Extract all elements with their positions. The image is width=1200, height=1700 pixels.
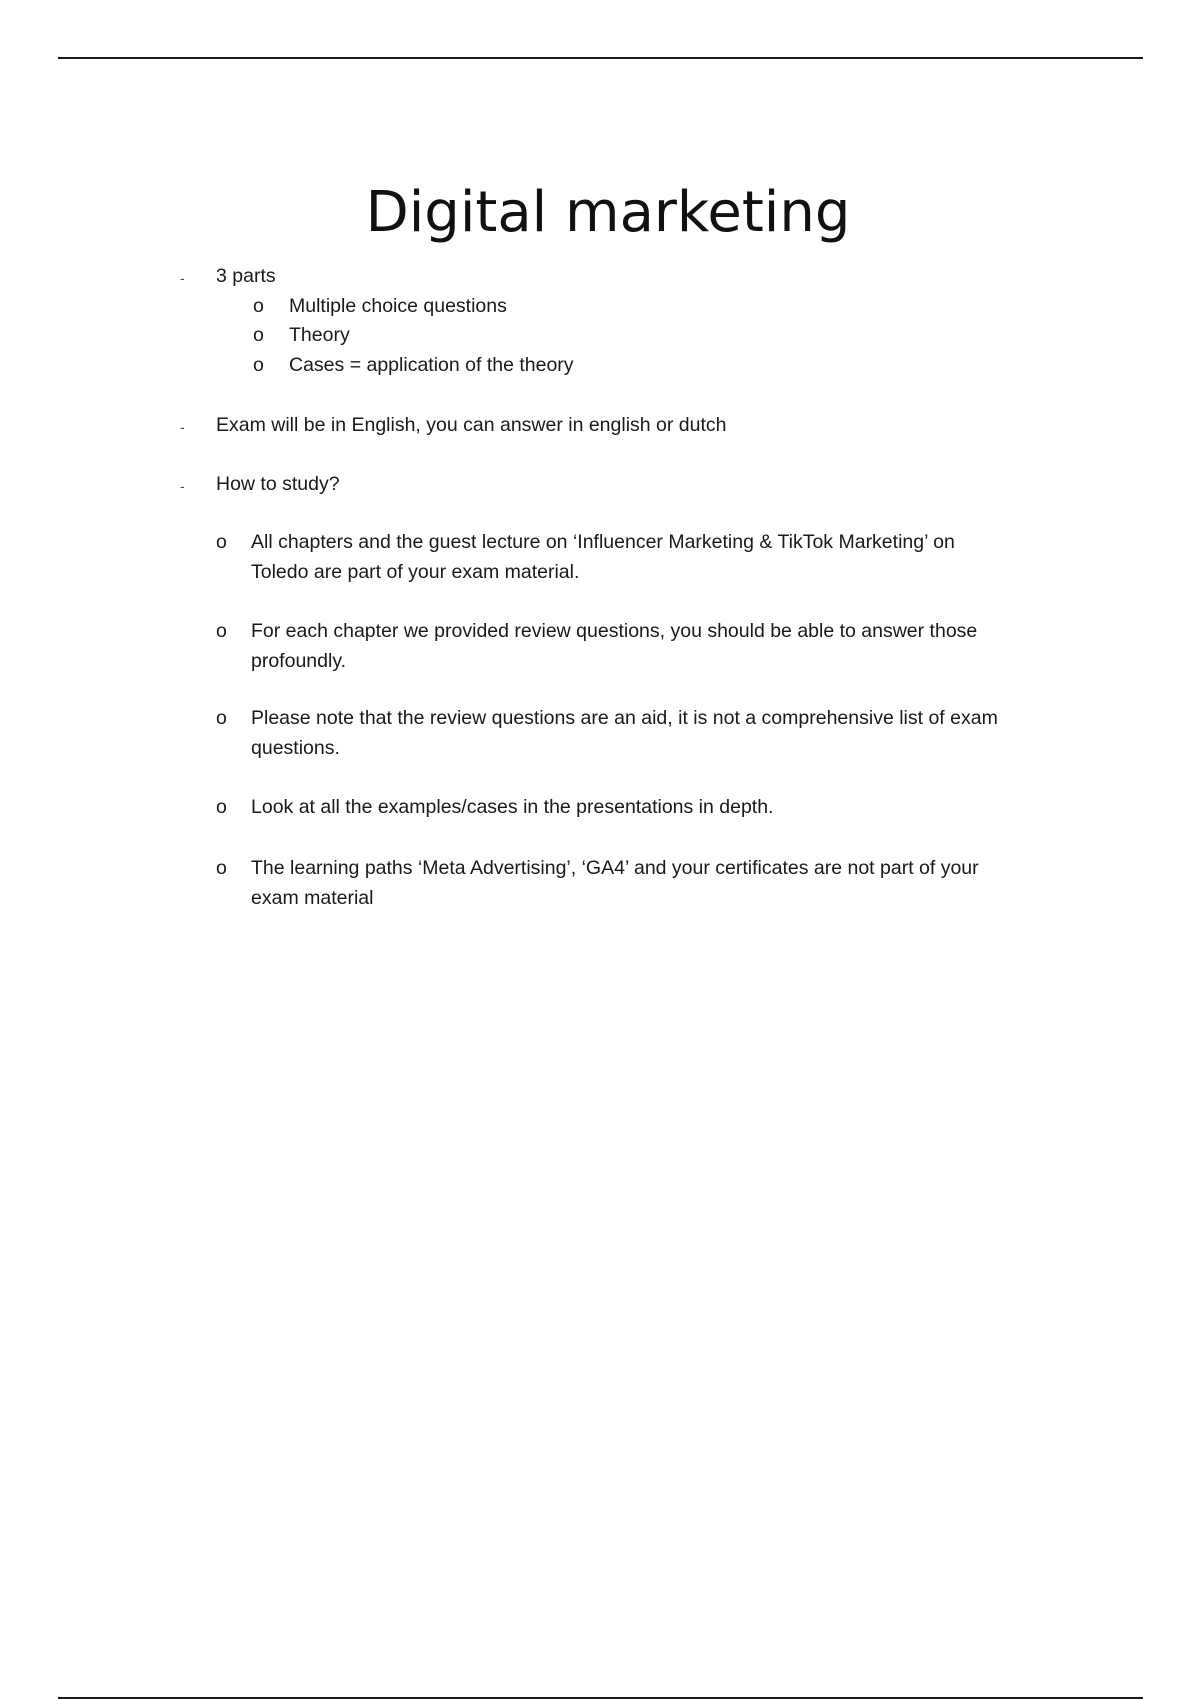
circle-bullet: o <box>216 796 227 818</box>
circle-bullet: o <box>216 707 227 729</box>
section-3-item: All chapters and the guest lecture on ‘Influencer Marketing & TikTok Marketing’ on Toledo are part of your exam material. <box>251 531 955 583</box>
section-3-item: Please note that the review questions are an aid, it is not a comprehensive list of exam questions. <box>251 707 998 759</box>
section-1-item: Theory <box>289 324 350 346</box>
section-3-text: How to study? <box>216 473 340 495</box>
section-3-item: Look at all the examples/cases in the presentations in depth. <box>251 796 774 818</box>
circle-bullet: o <box>216 531 227 553</box>
dash-bullet: - <box>180 419 185 435</box>
circle-bullet: o <box>216 857 227 879</box>
dash-bullet: - <box>180 270 185 286</box>
section-3-item: The learning paths ‘Meta Advertising’, ‘GA4’ and your certificates are not part of your exam material <box>251 857 979 909</box>
circle-bullet: o <box>253 354 264 376</box>
section-1-item: Cases = application of the theory <box>289 354 574 376</box>
circle-bullet: o <box>216 620 227 642</box>
document-title: Digital marketing <box>365 179 851 245</box>
dash-bullet: - <box>180 478 185 494</box>
section-1-item: Multiple choice questions <box>289 295 507 317</box>
section-1-text: 3 parts <box>216 265 276 287</box>
section-3-item: For each chapter we provided review questions, you should be able to answer those profoundly. <box>251 620 978 672</box>
footer-rule <box>58 1697 1143 1699</box>
circle-bullet: o <box>253 295 264 317</box>
circle-bullet: o <box>253 324 264 346</box>
section-2-text: Exam will be in English, you can answer in english or dutch <box>216 414 727 436</box>
header-rule <box>58 57 1143 59</box>
